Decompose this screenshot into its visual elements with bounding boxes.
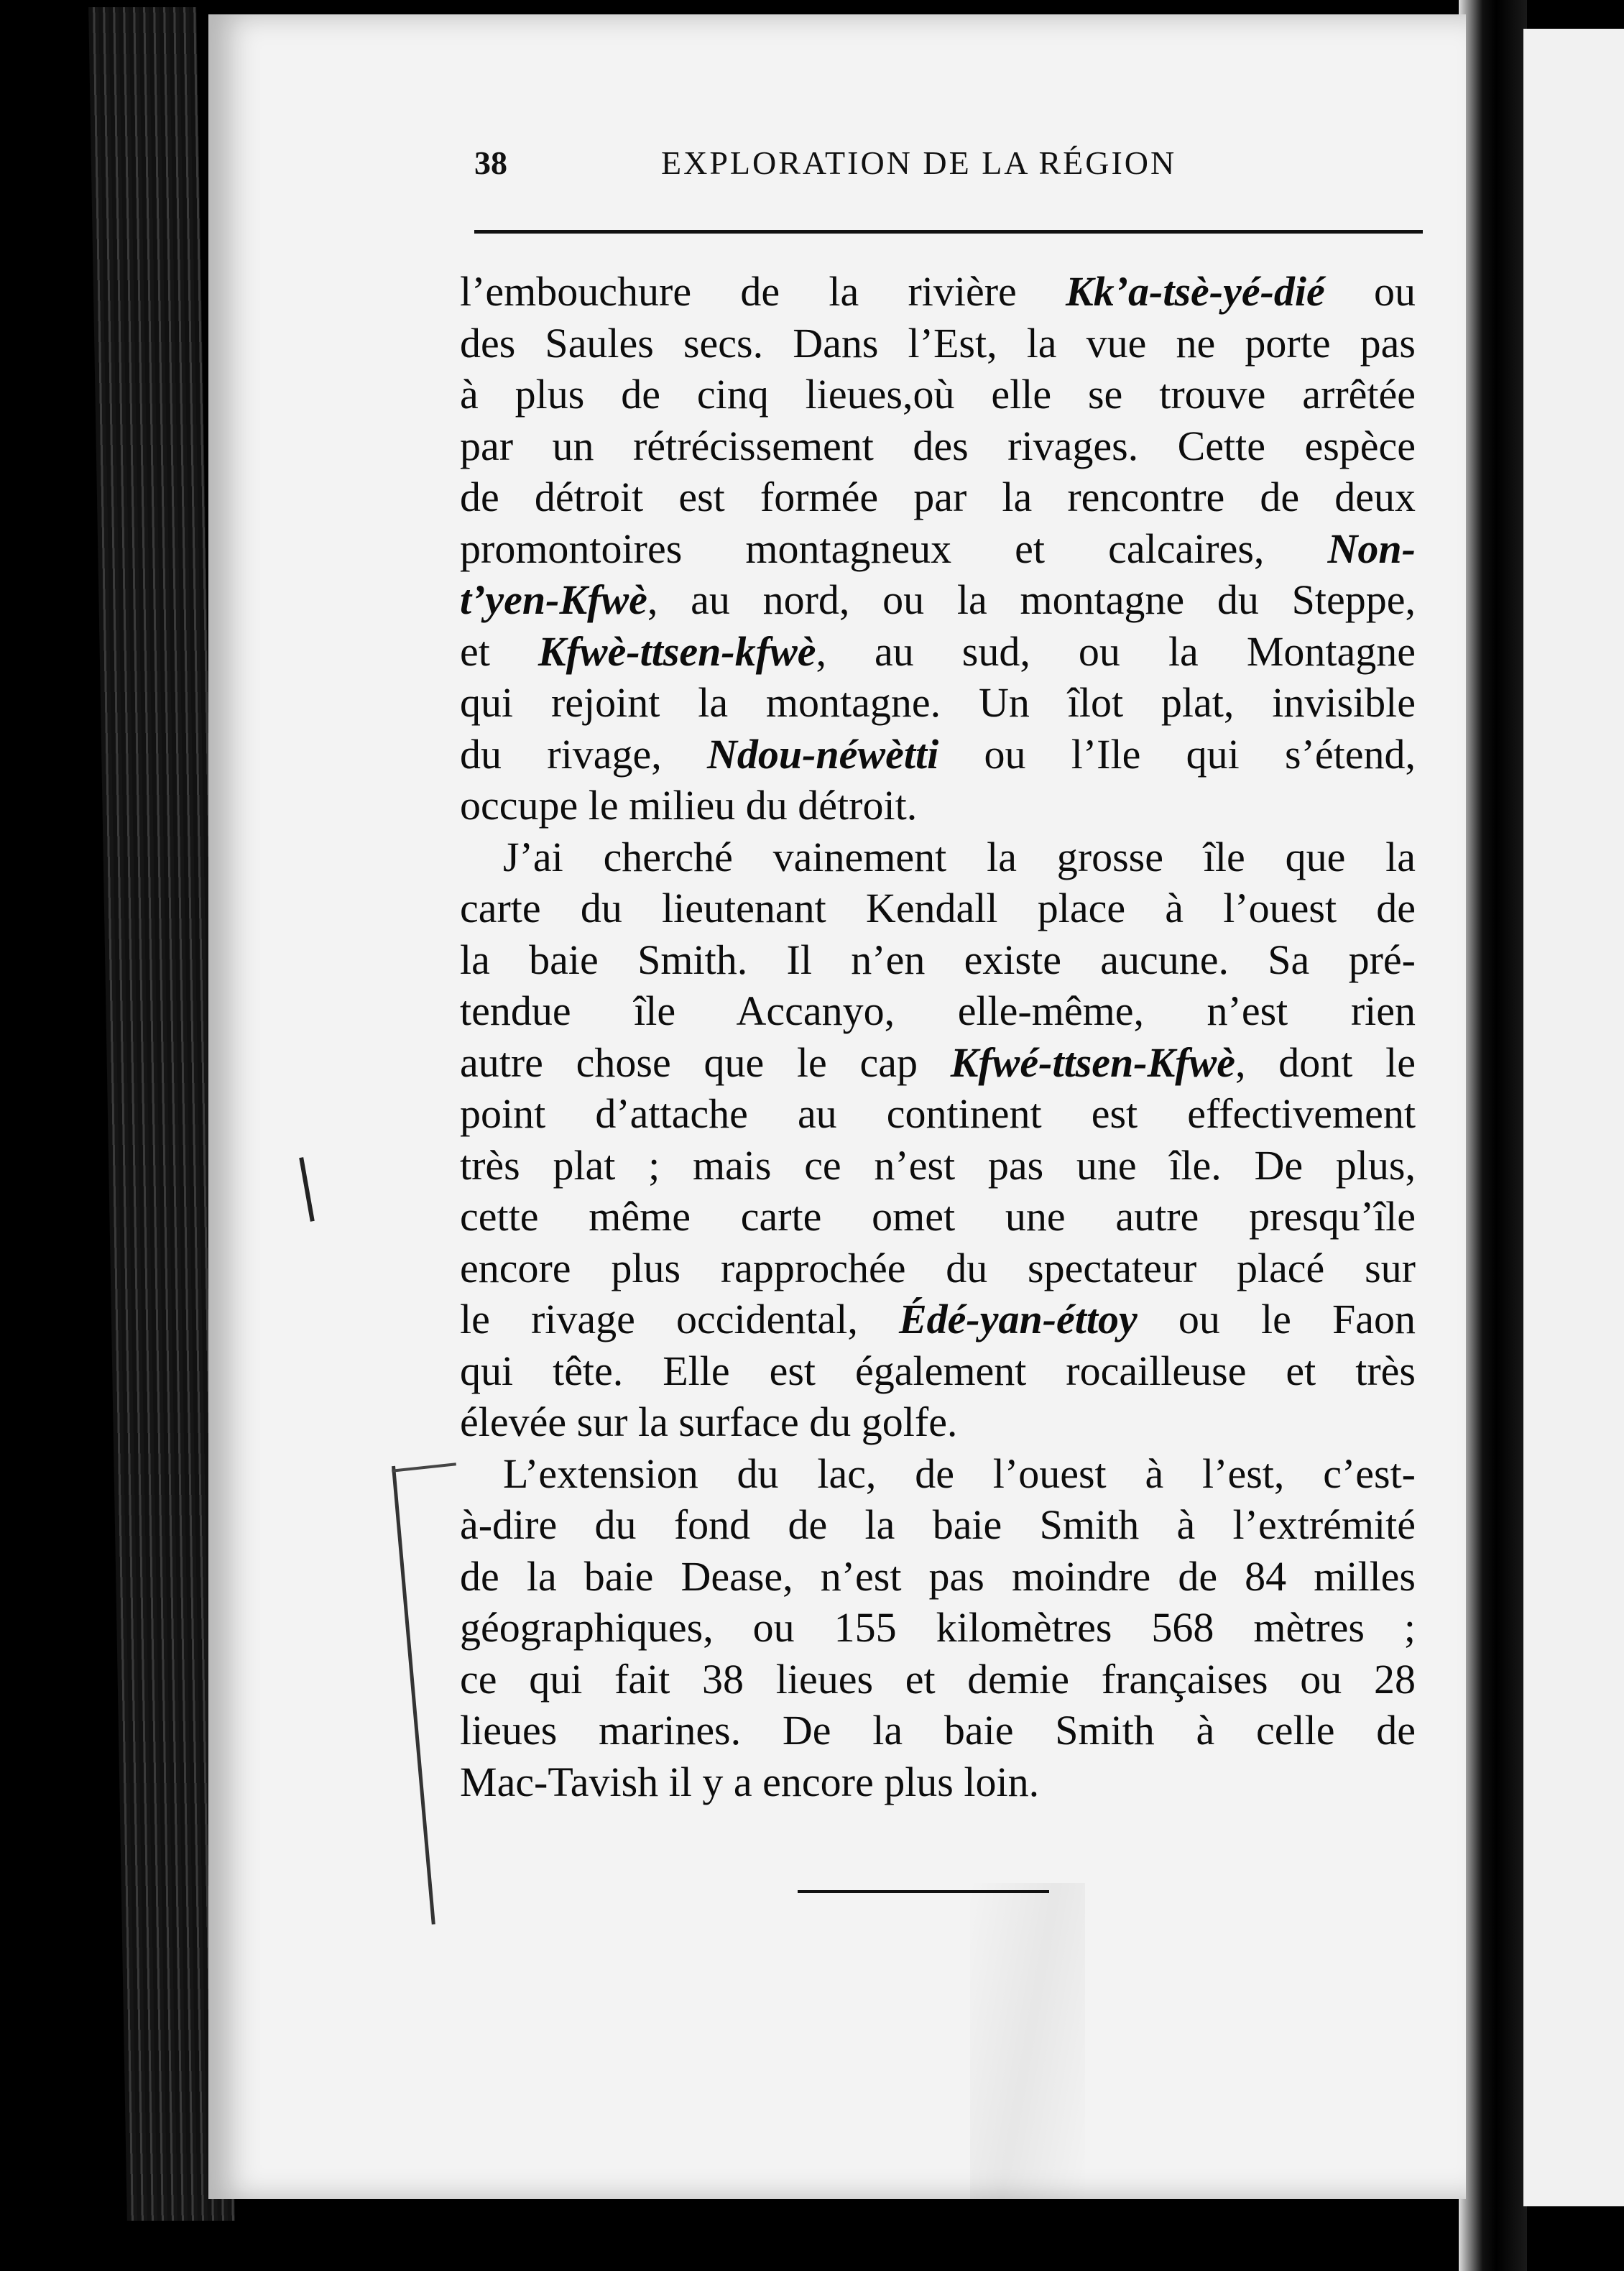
text-run: point d’attache au continent est effectivement	[460, 1090, 1416, 1137]
running-title: EXPLORATION DE LA RÉGION	[661, 144, 1177, 181]
text-run: la baie Smith. Il n’en existe aucune. Sa pré-	[460, 936, 1416, 983]
native-place-name: Kk’a-tsè-yé-dié	[1066, 268, 1325, 315]
text-run: qui tête. Elle est également rocailleuse et très	[460, 1347, 1416, 1394]
header-rule	[474, 230, 1423, 234]
end-rule	[798, 1890, 1049, 1893]
text-run: cette même carte omet une autre presqu’île	[460, 1193, 1416, 1240]
text-line	[460, 523, 1416, 575]
native-place-name: t’yen-Kfwè	[460, 576, 647, 623]
page-header	[474, 144, 1437, 201]
text-line	[460, 1088, 1416, 1140]
text-run: très plat ; mais ce n’est pas une île. De plus,	[460, 1141, 1416, 1189]
text-run: élevée sur la surface du golfe.	[460, 1399, 958, 1445]
text-line	[460, 1705, 1416, 1756]
text-run: et	[460, 627, 538, 675]
native-place-name: Kfwè-ttsen-kfwè	[538, 627, 816, 675]
text-line	[460, 626, 1416, 678]
text-line	[460, 985, 1416, 1037]
text-run: à plus de cinq lieues,où elle se trouve arrêtée	[460, 371, 1416, 418]
text-run: Mac-Tavish il y a encore plus loin.	[460, 1758, 1040, 1805]
body-text	[460, 266, 1416, 1807]
text-run: autre chose que le cap	[460, 1038, 951, 1086]
text-run: du rivage,	[460, 730, 707, 778]
native-place-name: Édé-yan-éttoy	[898, 1296, 1138, 1342]
text-run: encore plus rapprochée du spectateur placé sur	[460, 1244, 1416, 1291]
text-line	[460, 677, 1416, 729]
text-line	[460, 1448, 1416, 1500]
text-run: qui rejoint la montagne. Un îlot plat, invisible	[460, 679, 1416, 726]
text-run: promontoires montagneux et calcaires,	[460, 525, 1328, 572]
native-place-name: Ndou-néwètti	[706, 730, 939, 778]
text-line	[460, 1499, 1416, 1551]
text-line	[460, 420, 1416, 472]
text-run: géographiques, ou 155 kilomètres 568 mètres ;	[460, 1604, 1416, 1651]
text-run: ou	[1324, 268, 1416, 315]
text-run: J’ai cherché vainement la grosse île que la	[503, 833, 1416, 880]
text-line	[460, 1294, 1416, 1345]
text-run: tendue île Accanyo, elle-même, n’est rien	[460, 987, 1416, 1034]
text-run: , dont le	[1235, 1038, 1416, 1086]
text-line	[460, 1243, 1416, 1294]
text-line	[460, 369, 1416, 420]
text-run: le rivage occidental,	[460, 1296, 899, 1342]
text-line	[460, 780, 1416, 832]
text-run: , au sud, ou la Montagne	[816, 627, 1416, 675]
text-run: à-dire du fond de la baie Smith à l’extrémité	[460, 1501, 1416, 1548]
paper-fold	[970, 1883, 1085, 2214]
native-place-name: Non-	[1327, 525, 1416, 572]
page-number: 38	[474, 144, 507, 181]
text-run: ou le Faon	[1137, 1296, 1416, 1342]
text-line	[460, 1396, 1416, 1448]
text-run: L’extension du lac, de l’ouest à l’est, c’est-	[503, 1450, 1416, 1497]
text-run: , au nord, ou la montagne du Steppe,	[647, 576, 1416, 623]
text-run: l’embouchure de la rivière	[460, 268, 1066, 315]
text-line	[460, 1654, 1416, 1705]
text-run: ce qui fait 38 lieues et demie françaises ou 28	[460, 1655, 1416, 1703]
text-line	[460, 934, 1416, 986]
text-run: occupe le milieu du détroit.	[460, 782, 918, 829]
text-run: lieues marines. De la baie Smith à celle de	[460, 1707, 1416, 1754]
text-line	[460, 1037, 1416, 1089]
text-line	[460, 471, 1416, 523]
text-line	[460, 832, 1416, 883]
book-gutter	[1459, 0, 1527, 2271]
text-run: de détroit est formée par la rencontre de deux	[460, 474, 1416, 520]
text-line	[460, 1756, 1416, 1808]
text-line	[460, 1140, 1416, 1192]
text-line	[460, 1191, 1416, 1243]
text-line	[460, 1551, 1416, 1603]
text-line	[460, 729, 1416, 780]
text-line	[460, 1345, 1416, 1397]
text-run: des Saules secs. Dans l’Est, la vue ne porte pas	[460, 319, 1416, 367]
text-line	[460, 318, 1416, 369]
text-run: carte du lieutenant Kendall place à l’ouest de	[460, 885, 1416, 931]
text-run: par un rétrécissement des rivages. Cette espèce	[460, 422, 1416, 469]
text-line	[460, 574, 1416, 626]
text-run: ou l’Ile qui s’étend,	[938, 730, 1416, 778]
text-run: de la baie Dease, n’est pas moindre de 84 milles	[460, 1552, 1416, 1600]
native-place-name: Kfwé-ttsen-Kfwè	[950, 1038, 1236, 1086]
facing-page-sliver	[1523, 29, 1624, 2206]
text-line	[460, 1602, 1416, 1654]
text-line	[460, 266, 1416, 318]
text-line	[460, 883, 1416, 934]
